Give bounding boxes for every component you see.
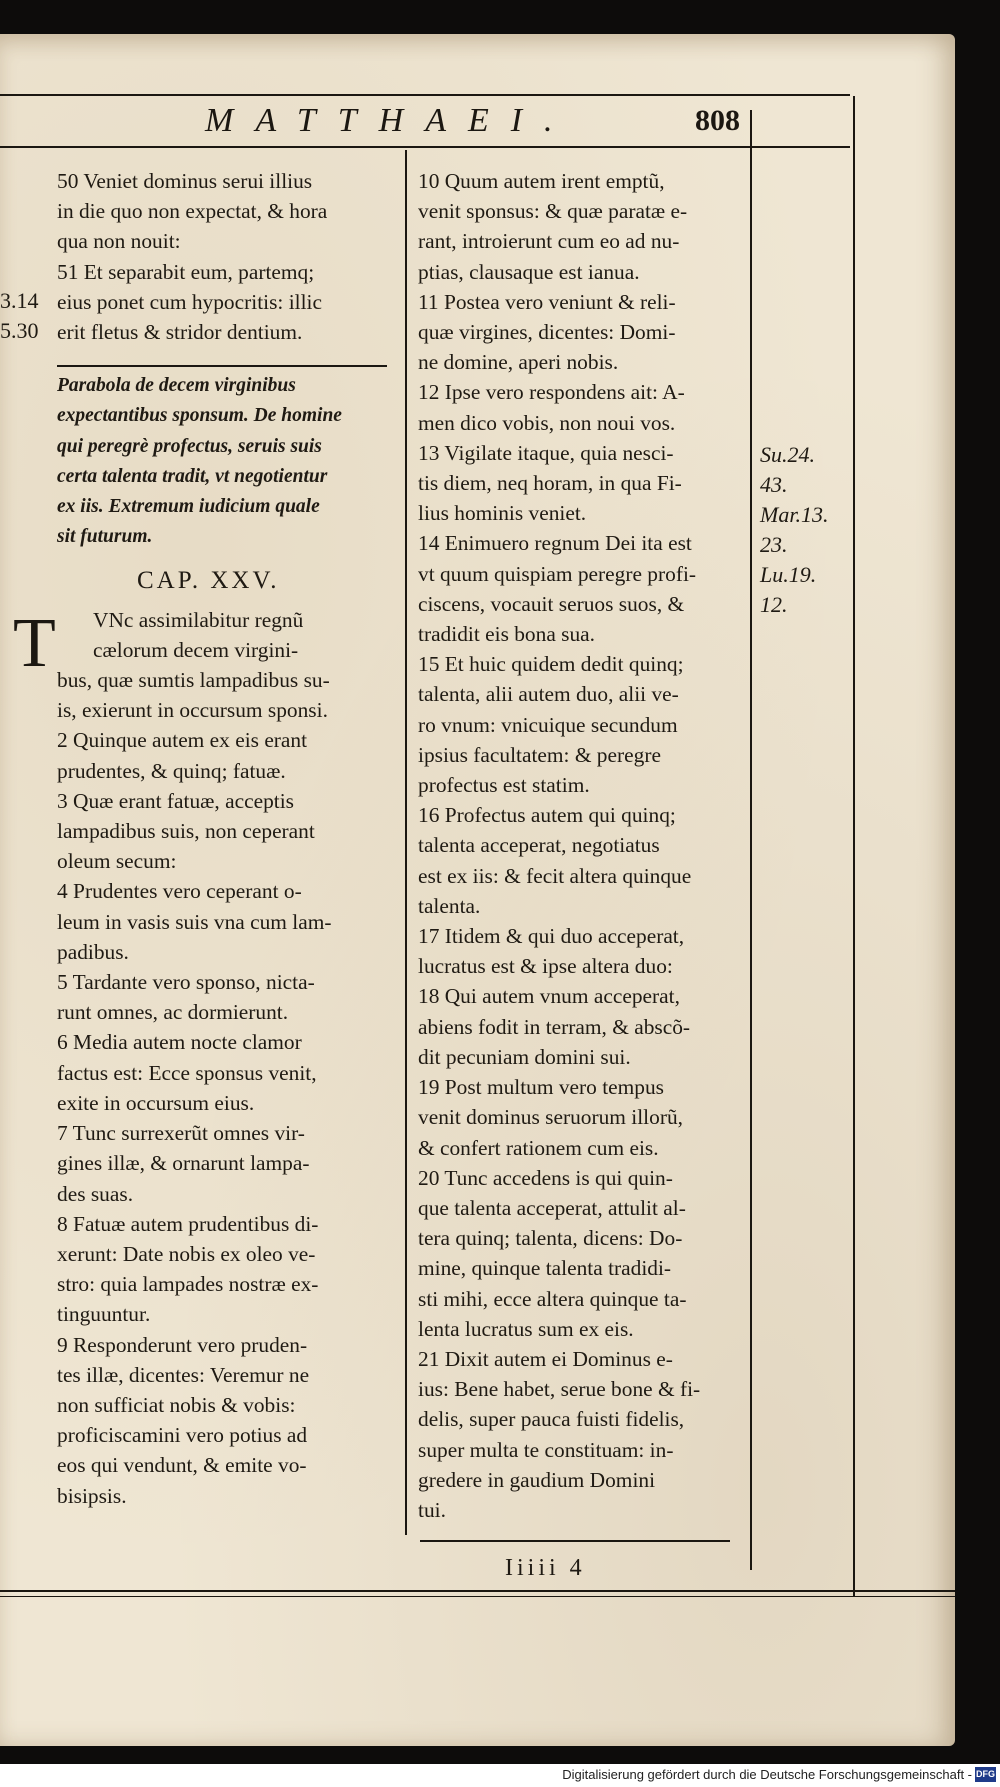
- text-line: 8 Fatuæ autem prudentibus di-: [57, 1211, 319, 1236]
- bottom-rule: [420, 1540, 730, 1542]
- text-line: venit dominus seruorum illorũ,: [418, 1105, 683, 1130]
- text-line: tera quinq; talenta, dicens: Do-: [418, 1226, 683, 1251]
- text-line: 18 Qui autem vnum acceperat,: [418, 984, 680, 1009]
- text-line: quæ virgines, dicentes: Domi-: [418, 320, 676, 345]
- summary-line: certa talenta tradit, vt negotientur: [57, 465, 328, 487]
- text-line: sti mihi, ecce altera quinque ta-: [418, 1286, 687, 1311]
- text-line: 11 Postea vero veniunt & reli-: [418, 289, 676, 314]
- text-line: stro: quia lampades nostræ ex-: [57, 1272, 319, 1297]
- text-line: tradidit eis bona sua.: [418, 622, 596, 647]
- first-line: VNc assimilabitur regnũ: [93, 607, 304, 632]
- text-line: eos qui vendunt, & emite vo-: [57, 1453, 307, 1478]
- text-line: 3 Quæ erant fatuæ, acceptis: [57, 788, 294, 813]
- text-line: in die quo non expectat, & hora: [57, 199, 328, 224]
- text-line: est ex iis: & fecit altera quinque: [418, 863, 692, 888]
- text-line: ipsius facultatem: & peregre: [418, 742, 661, 767]
- text-line: tes illæ, dicentes: Veremur ne: [57, 1362, 310, 1387]
- text-line: xerunt: Date nobis ex oleo ve-: [57, 1241, 316, 1266]
- text-line: eius ponet cum hypocritis: illic: [57, 289, 322, 314]
- right-column: [418, 166, 738, 1525]
- text-line: 4 Prudentes vero ceperant o-: [57, 879, 302, 904]
- top-rule: [0, 94, 850, 96]
- margin-ref: 3.14: [0, 288, 39, 313]
- text-line: venit sponsus: & quæ paratæ e-: [418, 199, 688, 224]
- margin-references-right: [760, 440, 828, 620]
- summary-line: sit futurum.: [57, 526, 153, 548]
- margin-ref: 23.: [760, 532, 788, 557]
- footer-rule: [0, 1590, 955, 1592]
- text-line: oleum secum:: [57, 849, 177, 874]
- text-line: & confert rationem cum eis.: [418, 1135, 659, 1160]
- running-title: MATTHAEI.: [205, 102, 575, 139]
- text-line: men dico vobis, non noui vos.: [418, 410, 676, 435]
- text-line: vt quum quispiam peregre profi-: [418, 561, 697, 586]
- text-line: ptias, clausaque est ianua.: [418, 259, 640, 284]
- margin-references-left: [0, 286, 39, 346]
- text-line: 5 Tardante vero sponso, nicta-: [57, 970, 315, 995]
- text-line: lius hominis veniet.: [418, 501, 587, 526]
- text-line: 6 Media autem nocte clamor: [57, 1030, 302, 1055]
- margin-ref: 5.30: [0, 318, 39, 343]
- text-line: 7 Tunc surrexerũt omnes vir-: [57, 1121, 305, 1146]
- text-line: bisipsis.: [57, 1483, 127, 1508]
- text-line: ciscens, vocauit seruos suos, &: [418, 591, 685, 616]
- text-line: des suas.: [57, 1181, 134, 1206]
- text-line: 20 Tunc accedens is qui quin-: [418, 1165, 673, 1190]
- text-line: lenta lucratus sum ex eis.: [418, 1316, 634, 1341]
- margin-ref: Lu.19.: [760, 562, 817, 587]
- text-line: qua non nouit:: [57, 229, 181, 254]
- margin-ref: 12.: [760, 592, 788, 617]
- text-line: 15 Et huic quidem dedit quinq;: [418, 652, 684, 677]
- text-line: 12 Ipse vero respondens ait: A-: [418, 380, 685, 405]
- left-column: [57, 166, 397, 1511]
- text-line: leum in vasis suis vna cum lam-: [57, 909, 332, 934]
- text-line: cælorum decem virgini-: [93, 637, 299, 662]
- text-line: que talenta acceperat, attulit al-: [418, 1195, 686, 1220]
- text-line: 2 Quinque autem ex eis erant: [57, 728, 308, 753]
- text-line: padibus.: [57, 939, 129, 964]
- right-border: [750, 110, 752, 1570]
- text-line: exite in occursum eius.: [57, 1090, 255, 1115]
- text-line: 21 Dixit autem ei Dominus e-: [418, 1346, 673, 1371]
- text-line: ius: Bene habet, serue bone & fi-: [418, 1377, 701, 1402]
- outer-border: [853, 96, 855, 1596]
- page-number: 808: [695, 104, 740, 137]
- footer-rule-2: [0, 1596, 955, 1597]
- margin-ref: Mar.13.: [760, 502, 829, 527]
- footer-credit: Digitalisierung gefördert durch die Deutsche Forschungsgemeinschaft -: [562, 1767, 972, 1782]
- text-line: talenta acceperat, negotiatus: [418, 833, 660, 858]
- text-line: prudentes, & quinq; fatuæ.: [57, 758, 286, 783]
- drop-cap: T: [13, 605, 56, 682]
- text-line: rant, introierunt cum eo ad nu-: [418, 229, 680, 254]
- summary-line: ex iis. Extremum iudicium quale: [57, 496, 320, 518]
- text-line: 14 Enimuero regnum Dei ita est: [418, 531, 692, 556]
- text-line: runt omnes, ac dormierunt.: [57, 1000, 289, 1025]
- text-line: ro vnum: vnicuique secundum: [418, 712, 678, 737]
- chapter-summary: [57, 371, 397, 552]
- text-line: 9 Responderunt vero pruden-: [57, 1332, 308, 1357]
- text-line: 51 Et separabit eum, partemq;: [57, 259, 315, 284]
- text-line: bus, quæ sumtis lampadibus su-: [57, 668, 330, 693]
- summary-line: qui peregrè profectus, seruis suis: [57, 435, 322, 457]
- text-line: 13 Vigilate itaque, quia nesci-: [418, 440, 674, 465]
- text-line: profectus est statim.: [418, 773, 590, 798]
- column-divider: [405, 150, 407, 1535]
- signature-mark: Iiiii 4: [505, 1555, 586, 1581]
- text-line: lucratus est & ipse altera duo:: [418, 954, 673, 979]
- margin-ref: Su.24.: [760, 442, 815, 467]
- text-line: dit pecuniam domini sui.: [418, 1044, 631, 1069]
- text-line: super multa te constituam: in-: [418, 1437, 674, 1462]
- text-line: ne domine, aperi nobis.: [418, 350, 619, 375]
- text-line: erit fletus & stridor dentium.: [57, 320, 303, 345]
- text-line: delis, super pauca fuisti fidelis,: [418, 1407, 685, 1432]
- text-line: 50 Veniet dominus serui illius: [57, 169, 313, 193]
- text-line: gredere in gaudium Domini: [418, 1467, 656, 1492]
- text-line: abiens fodit in terram, & abscõ-: [418, 1014, 691, 1039]
- text-line: gines illæ, & ornarunt lampa-: [57, 1151, 310, 1176]
- text-line: 10 Quum autem irent emptũ,: [418, 169, 665, 193]
- chapter-heading: CAP. XXV.: [137, 567, 280, 595]
- text-line: tis diem, neq horam, in qua Fi-: [418, 471, 682, 496]
- text-line: 16 Profectus autem qui quinq;: [418, 803, 676, 828]
- text-line: mine, quinque talenta tradidi-: [418, 1256, 672, 1281]
- text-line: proficiscamini vero potius ad: [57, 1423, 308, 1448]
- header-rule: [0, 146, 850, 148]
- text-line: 19 Post multum vero tempus: [418, 1075, 664, 1100]
- text-line: tinguuntur.: [57, 1302, 151, 1327]
- dfg-logo: DFG: [975, 1767, 996, 1782]
- text-line: lampadibus suis, non ceperant: [57, 819, 315, 844]
- summary-line: expectantibus sponsum. De homine: [57, 405, 342, 427]
- text-line: talenta, alii autem duo, alii ve-: [418, 682, 679, 707]
- text-line: factus est: Ecce sponsus venit,: [57, 1060, 317, 1085]
- text-line: 17 Itidem & qui duo acceperat,: [418, 924, 685, 949]
- margin-ref: 43.: [760, 472, 788, 497]
- text-line: is, exierunt in occursum sponsi.: [57, 698, 328, 723]
- text-line: non sufficiat nobis & vobis:: [57, 1392, 296, 1417]
- text-line: tui.: [418, 1497, 446, 1522]
- summary-line: Parabola de decem virginibus: [57, 375, 296, 397]
- text-line: talenta.: [418, 893, 481, 918]
